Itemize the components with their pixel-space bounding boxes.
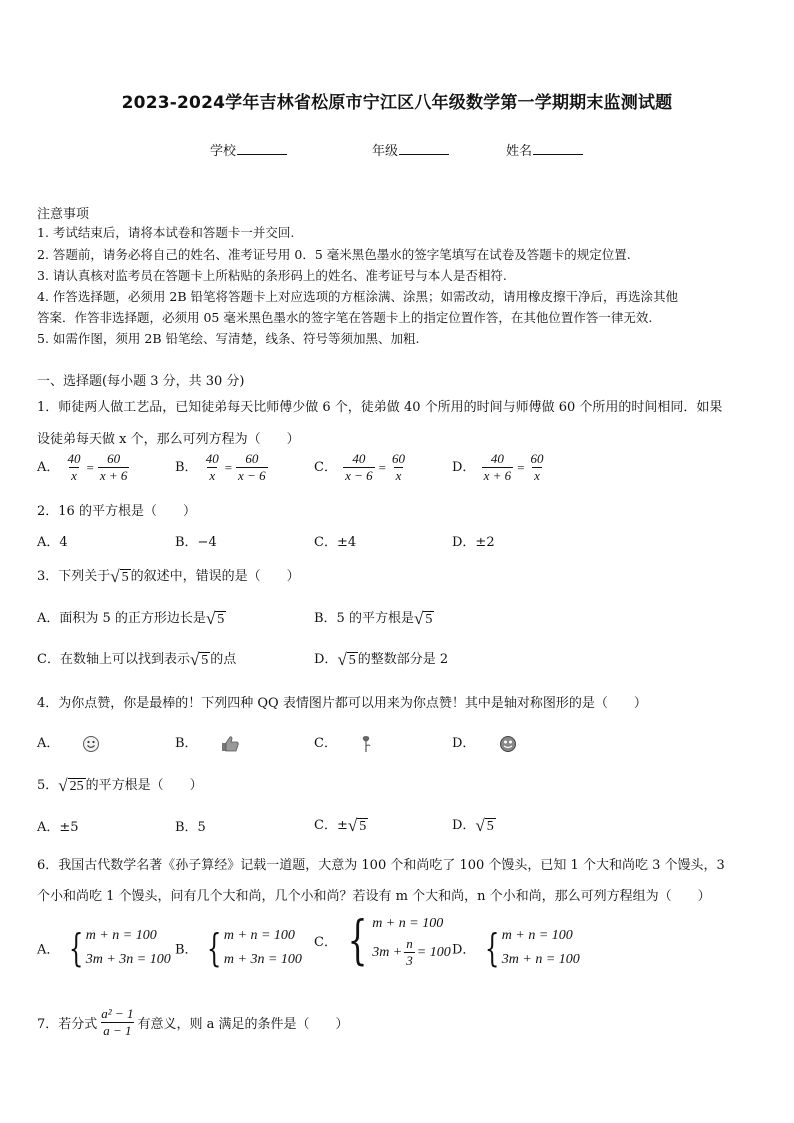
sqrt-expression bbox=[414, 610, 434, 628]
equation-system bbox=[64, 924, 171, 972]
q2-option-b[interactable]: B．−4 bbox=[175, 535, 217, 550]
numerator: 40 bbox=[490, 451, 504, 466]
equation-part: = 100 bbox=[416, 944, 451, 960]
fraction bbox=[204, 451, 221, 484]
q3-option-c[interactable] bbox=[37, 648, 236, 669]
radicand: 5 bbox=[217, 611, 225, 627]
left-brace: { bbox=[206, 926, 222, 970]
q5-stem-prefix: 5． bbox=[37, 778, 59, 793]
numerator: 60 bbox=[245, 451, 259, 466]
page-title: 2023-2024学年吉林省松原市宁江区八年级数学第一学期期末监测试题 bbox=[121, 93, 673, 113]
numerator: 60 bbox=[391, 451, 405, 466]
left-brace: { bbox=[484, 926, 499, 970]
q1-stem-line1: 1．师徒两人做工艺品，已知徒弟每天比师傅少做 6 个，徒弟做 40 个所用的时间与师傅做 60 个所用的时间相同．如果 bbox=[37, 400, 723, 415]
radical-sign: √ bbox=[347, 815, 358, 835]
option-label: D． bbox=[452, 818, 476, 833]
q7-stem-suffix: 有意义，则 a 满足的条件是（ ） bbox=[137, 1017, 349, 1032]
section-heading: 一、选择题(每小题 3 分，共 30 分) bbox=[37, 374, 245, 389]
equation-line: m + n = 100 bbox=[372, 916, 444, 931]
option-label: A． bbox=[37, 942, 60, 958]
equals-sign: = bbox=[378, 459, 386, 475]
option-label: B． bbox=[175, 736, 198, 751]
radicand: 5 bbox=[201, 652, 209, 668]
numerator: n bbox=[406, 936, 413, 951]
q1-option-b[interactable] bbox=[175, 451, 270, 484]
rose-flower-icon bbox=[359, 735, 373, 753]
option-text: A．面积为 5 的正方形边长是 bbox=[37, 611, 206, 626]
q5-option-b[interactable]: B．5 bbox=[175, 820, 206, 835]
q3-option-a[interactable] bbox=[37, 607, 226, 628]
q5-stem-suffix: 的平方根是（ ） bbox=[85, 778, 203, 793]
q2-option-a[interactable]: A．4 bbox=[37, 535, 68, 550]
fraction bbox=[236, 451, 268, 484]
option-label: A． bbox=[37, 736, 60, 751]
sqrt-expression bbox=[110, 568, 130, 586]
option-label: C． bbox=[314, 935, 337, 950]
option-label: B． bbox=[175, 942, 198, 958]
denominator: x bbox=[395, 468, 402, 483]
fraction bbox=[66, 451, 83, 484]
option-text: 的点 bbox=[210, 652, 237, 667]
left-brace: { bbox=[68, 926, 83, 970]
q5-option-c[interactable] bbox=[314, 814, 368, 835]
radical-sign: √ bbox=[413, 608, 424, 628]
sqrt-expression bbox=[337, 651, 357, 669]
radical-sign: √ bbox=[205, 608, 216, 628]
option-label: D． bbox=[452, 460, 476, 475]
option-text: C．± bbox=[314, 818, 348, 833]
thumbs-up-icon bbox=[220, 735, 240, 753]
equation-system bbox=[341, 912, 451, 969]
numerator: 40 bbox=[352, 451, 366, 466]
radicand: 5 bbox=[348, 652, 356, 668]
fraction bbox=[343, 451, 375, 484]
denominator: x bbox=[71, 468, 77, 483]
q4-option-b[interactable] bbox=[175, 732, 240, 753]
option-label: C． bbox=[314, 736, 337, 751]
school-blank[interactable] bbox=[237, 142, 287, 155]
denominator: x − 6 bbox=[238, 468, 266, 483]
sqrt-expression bbox=[58, 777, 85, 795]
radical-sign: √ bbox=[475, 815, 485, 835]
equals-sign: = bbox=[86, 459, 94, 475]
q4-stem: 4．为你点赞，你是最棒的！下列四种 QQ 表情图片都可以用来为你点赞！其中是轴对称图形的是（ ） bbox=[37, 696, 647, 711]
fraction bbox=[98, 451, 130, 484]
fraction bbox=[528, 451, 545, 484]
denominator: x − 6 bbox=[345, 468, 373, 483]
option-label: D． bbox=[314, 652, 338, 667]
smiley-face-icon bbox=[82, 735, 100, 753]
q6-stem-line1: 6．我国古代数学名著《孙子算经》记载一道题，大意为 100 个和尚吃了 100 个馒头，已知 1 个大和尚吃 3 个馒头，3 bbox=[37, 858, 725, 873]
note-item: 2. 答题前，请务必将自己的姓名、准考证号用 0．5 毫米黑色墨水的签字笔填写在试卷及答题卡的规定位置. bbox=[37, 247, 631, 262]
q5-option-a[interactable]: A．±5 bbox=[37, 820, 79, 835]
denominator: x + 6 bbox=[99, 468, 128, 483]
equals-sign: = bbox=[517, 459, 525, 475]
q2-option-c[interactable]: C．±4 bbox=[314, 535, 357, 550]
q1-stem-line2: 设徒弟每天做 x 个，那么可列方程为（ ） bbox=[37, 432, 300, 447]
option-text: B．5 的平方根是 bbox=[314, 611, 414, 626]
radical-sign: √ bbox=[58, 775, 68, 795]
equation-line: m + n = 100 bbox=[501, 928, 573, 943]
radicand: 25 bbox=[69, 778, 84, 794]
notes-heading: 注意事项 bbox=[37, 207, 90, 222]
equation-system bbox=[480, 924, 580, 972]
sqrt-expression bbox=[475, 817, 495, 835]
q1-option-d[interactable] bbox=[452, 451, 547, 484]
q3-option-d[interactable] bbox=[314, 648, 448, 669]
equation-part: 3m + bbox=[372, 944, 403, 960]
numerator: a² − 1 bbox=[101, 1006, 134, 1021]
denominator: x bbox=[209, 468, 216, 483]
note-item: 5. 如需作图，须用 2B 铅笔绘、写清楚，线条、符号等须加黑、加粗. bbox=[37, 331, 420, 346]
q5-stem bbox=[37, 774, 203, 795]
emoji-face-icon bbox=[498, 735, 518, 753]
q4-option-d[interactable] bbox=[452, 732, 518, 753]
q1-option-c[interactable] bbox=[314, 451, 409, 484]
grade-blank[interactable] bbox=[399, 142, 449, 155]
q6-option-b[interactable] bbox=[175, 924, 302, 972]
note-item: 3. 请认真核对监考员在答题卡上所粘贴的条形码上的姓名、准考证号与本人是否相符. bbox=[37, 268, 507, 283]
name-label: 姓名 bbox=[506, 144, 533, 159]
note-item: 答案．作答非选择题，必须用 05 毫米黑色墨水的签字笔在答题卡上的指定位置作答，在其他位置作答一律无效. bbox=[37, 310, 653, 325]
radical-sign: √ bbox=[110, 566, 120, 586]
fraction bbox=[390, 451, 407, 484]
school-label: 学校 bbox=[210, 144, 237, 159]
q7-stem bbox=[37, 1006, 348, 1039]
q4-option-c[interactable] bbox=[314, 732, 373, 753]
q6-stem-line2: 个小和尚吃 1 个馒头，问有几个大和尚，几个小和尚？若设有 m 个大和尚，n 个小和尚，那么可列方程组为（ ） bbox=[37, 889, 711, 904]
equation-line bbox=[372, 936, 451, 969]
q7-stem-prefix: 7．若分式 bbox=[37, 1017, 98, 1032]
grade-label: 年级 bbox=[372, 144, 399, 159]
denominator: x bbox=[534, 468, 540, 483]
q2-option-d[interactable]: D．±2 bbox=[452, 535, 495, 550]
equation-system bbox=[202, 924, 302, 972]
numerator: 40 bbox=[205, 451, 219, 466]
equation-line: m + n = 100 bbox=[223, 928, 295, 943]
fraction bbox=[404, 936, 415, 969]
equation-line: 3m + n = 100 bbox=[501, 952, 580, 967]
q5-option-d[interactable] bbox=[452, 814, 496, 835]
sqrt-expression bbox=[206, 610, 226, 628]
numerator: 60 bbox=[530, 451, 544, 466]
option-label: B． bbox=[175, 460, 198, 475]
option-label: C． bbox=[314, 460, 337, 475]
grade-field[interactable] bbox=[372, 140, 449, 159]
name-field[interactable] bbox=[506, 140, 583, 159]
q2-stem: 2．16 的平方根是（ ） bbox=[37, 504, 196, 519]
radicand: 5 bbox=[486, 818, 494, 834]
numerator: 40 bbox=[67, 451, 81, 466]
q1-option-a[interactable] bbox=[37, 451, 131, 484]
equation-line: 3m + 3n = 100 bbox=[85, 952, 171, 967]
denominator: x + 6 bbox=[483, 468, 512, 483]
q3-stem bbox=[37, 565, 300, 586]
equation-line: m + n = 100 bbox=[85, 928, 157, 943]
q3-option-b[interactable] bbox=[314, 607, 434, 628]
equation-line: m + 3n = 100 bbox=[223, 952, 302, 967]
q6-option-d[interactable] bbox=[452, 924, 580, 972]
q6-option-a[interactable] bbox=[37, 924, 171, 972]
option-label: D． bbox=[452, 942, 476, 958]
radicand: 5 bbox=[121, 569, 129, 585]
radicand: 5 bbox=[425, 611, 433, 627]
option-label: A． bbox=[37, 460, 60, 475]
option-text: C．在数轴上可以找到表示 bbox=[37, 652, 190, 667]
note-item: 4. 作答选择题，必须用 2B 铅笔将答题卡上对应选项的方框涂满、涂黑；如需改动，请用橡皮擦干净后，再选涂其他 bbox=[37, 289, 678, 304]
equals-sign: = bbox=[224, 459, 233, 475]
school-field[interactable] bbox=[210, 140, 287, 159]
radical-sign: √ bbox=[337, 649, 347, 669]
q6-option-c[interactable] bbox=[314, 912, 451, 969]
option-text: 的整数部分是 2 bbox=[357, 652, 449, 667]
denominator: a − 1 bbox=[103, 1023, 132, 1038]
fraction bbox=[482, 451, 514, 484]
note-item: 1. 考试结束后，请将本试卷和答题卡一并交回. bbox=[37, 225, 295, 240]
denominator: 3 bbox=[406, 953, 413, 968]
radicand: 5 bbox=[359, 818, 367, 834]
option-label: D． bbox=[452, 736, 476, 751]
sqrt-expression bbox=[190, 651, 210, 669]
fraction bbox=[99, 1006, 135, 1039]
q3-stem-suffix: 的叙述中，错误的是（ ） bbox=[130, 569, 300, 584]
left-brace: { bbox=[347, 910, 368, 971]
radical-sign: √ bbox=[189, 649, 200, 669]
name-blank[interactable] bbox=[533, 142, 583, 155]
q3-stem-prefix: 3．下列关于 bbox=[37, 569, 111, 584]
q4-option-a[interactable] bbox=[37, 732, 100, 753]
numerator: 60 bbox=[107, 451, 121, 466]
sqrt-expression bbox=[348, 817, 368, 835]
